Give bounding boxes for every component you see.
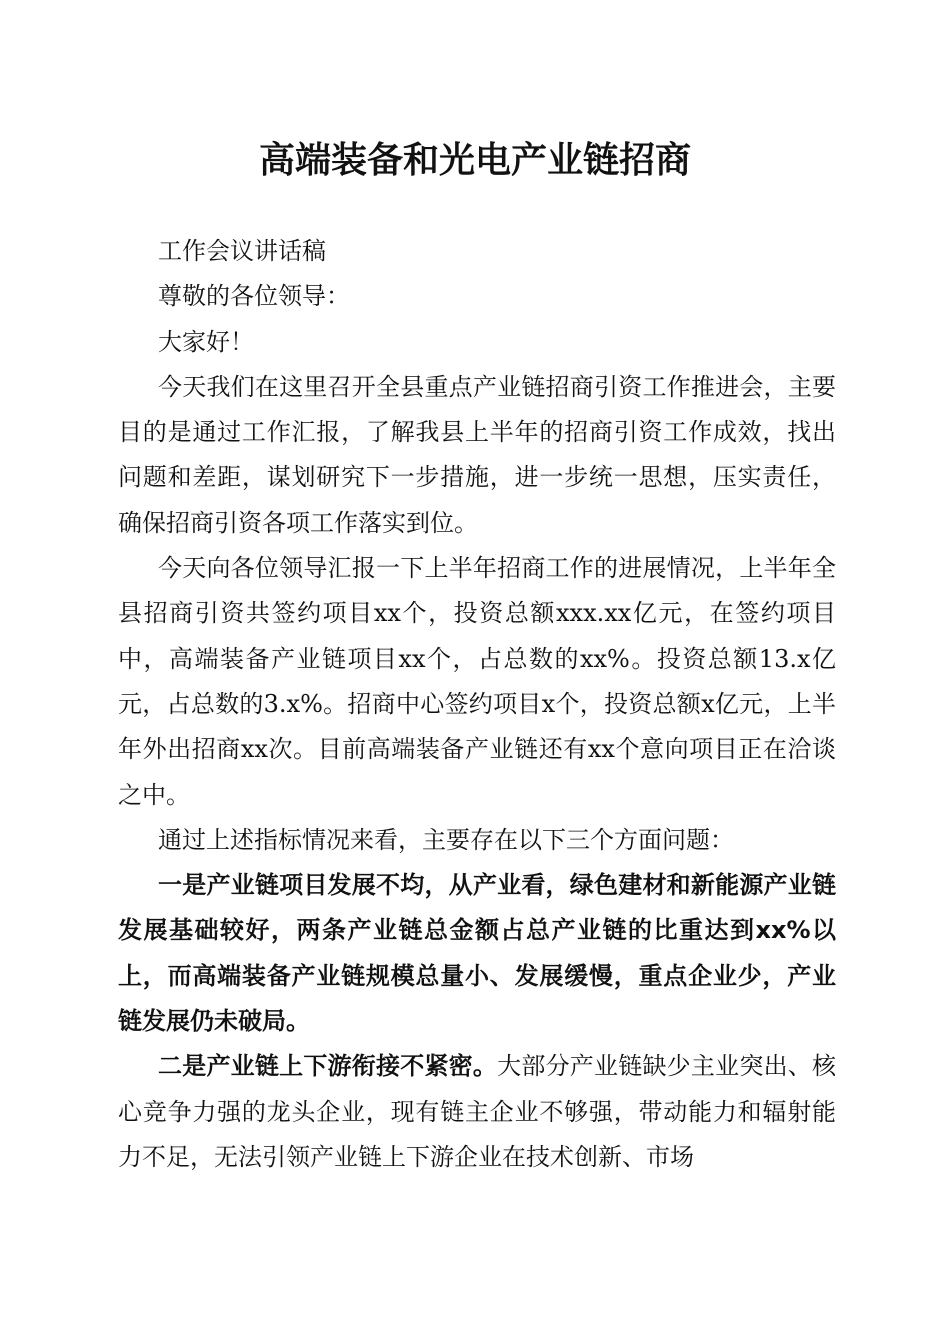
- issue-two-lead: 二是产业链上下游衔接不紧密。: [158, 1052, 498, 1081]
- paragraph-greeting: 大家好！: [158, 327, 254, 356]
- document-body: [118, 229, 836, 1180]
- paragraph-issues-intro: 通过上述指标情况来看，主要存在以下三个方面问题：: [158, 825, 734, 854]
- issue-two-text: 大部分产业链缺少主业突出、核心竞争力强的龙头企业，现有链主企业不够强，带动能力和辐射能力不足，无法引领产业链上下游企业在技术创新、市场: [118, 1052, 837, 1171]
- paragraph-subtitle: 工作会议讲话稿: [158, 237, 326, 265]
- paragraph-progress: 今天向各位领导汇报一下上半年招商工作的进展情况，上半年全县招商引资共签约项目xx个，投资总额xxx.xx亿元，在签约项目中，高端装备产业链项目xx个，占总数的xx%。投资总额13.x亿元，占总数的3.x%。招商中心签约项目x个，投资总额x亿元，上半年外出招商xx次。目前高端装备产业链还有xx个意向项目正在洽谈之中。: [118, 554, 836, 809]
- document-title: 高端装备和光电产业链招商: [258, 139, 691, 181]
- paragraph-issue-two: [118, 1044, 836, 1180]
- paragraph-salutation: 尊敬的各位领导：: [158, 282, 350, 311]
- paragraph-issue-one: 一是产业链项目发展不均，从产业看，绿色建材和新能源产业链发展基础较好，两条产业链总金额占总产业链的比重达到xx%以上，而高端装备产业链规模总量小、发展缓慢，重点企业少，产业链发展仍未破局。: [118, 871, 836, 1036]
- paragraph-intro: 今天我们在这里召开全县重点产业链招商引资工作推进会，主要目的是通过工作汇报，了解我县上半年的招商引资工作成效，找出问题和差距，谋划研究下一步措施，进一步统一思想，压实责任，确保招商引资各项工作落实到位。: [118, 372, 836, 537]
